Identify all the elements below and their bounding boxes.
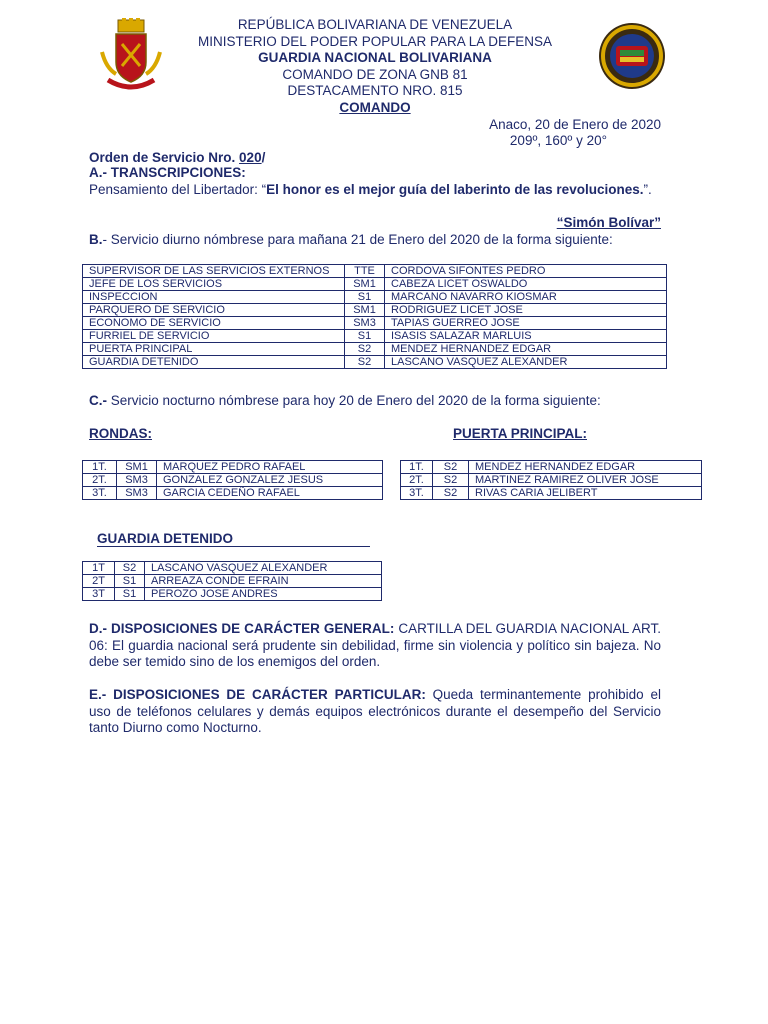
guardia-table-cell: 2T bbox=[83, 575, 115, 588]
guardia-table-row bbox=[83, 575, 382, 588]
rondas-table bbox=[82, 460, 383, 500]
puerta-table-cell: RIVAS CARIA JELIBERT bbox=[469, 487, 702, 500]
section-d-body: CARTILLA DEL GUARDIA NACIONAL ART. 06: El guardia nacional será prudente sin debilidad, firme sin violencia y político sin bajeza. No debe ser temido sino de los enemigos del orden. bbox=[89, 621, 661, 669]
guardia-table-cell: 1T bbox=[83, 562, 115, 575]
section-c-text bbox=[89, 393, 601, 410]
rondas-table-row bbox=[83, 474, 383, 487]
rondas-table-cell: 2T. bbox=[83, 474, 117, 487]
puerta-table-row bbox=[401, 474, 702, 487]
day-table-cell: SM1 bbox=[345, 304, 385, 317]
guardia-table bbox=[82, 561, 382, 601]
day-table-row bbox=[83, 278, 667, 291]
day-table-row bbox=[83, 343, 667, 356]
rondas-table-row bbox=[83, 487, 383, 500]
guardia-table-cell: ARREAZA CONDE EFRAIN bbox=[145, 575, 382, 588]
puerta-table-cell: S2 bbox=[433, 461, 469, 474]
rondas-table-cell: 1T. bbox=[83, 461, 117, 474]
header-gnb: GUARDIA NACIONAL BOLIVARIANA bbox=[258, 50, 492, 65]
header-ministry: MINISTERIO DEL PODER POPULAR PARA LA DEFENSA bbox=[197, 33, 553, 49]
section-d-title: D.- DISPOSICIONES DE CARÁCTER GENERAL: bbox=[89, 621, 395, 636]
order-suffix: / bbox=[261, 150, 266, 165]
rondas-table-cell: SM3 bbox=[117, 474, 157, 487]
puerta-table-cell: MENDEZ HERNANDEZ EDGAR bbox=[469, 461, 702, 474]
day-table-cell: SM1 bbox=[345, 278, 385, 291]
guardia-table-cell: S1 bbox=[115, 575, 145, 588]
header-zone-command: COMANDO DE ZONA GNB 81 bbox=[282, 66, 468, 82]
day-table-cell: CABEZA LICET OSWALDO bbox=[385, 278, 667, 291]
guardia-table-cell: LASCANO VASQUEZ ALEXANDER bbox=[145, 562, 382, 575]
section-b-text bbox=[89, 232, 613, 249]
section-c-letter: C.- bbox=[89, 393, 107, 408]
puerta-table-cell: 1T. bbox=[401, 461, 433, 474]
detachment-badge-logo bbox=[598, 22, 666, 90]
guardia-table-cell: S1 bbox=[115, 588, 145, 601]
header-command: COMANDO bbox=[339, 99, 411, 115]
day-table-cell: PUERTA PRINCIPAL bbox=[83, 343, 345, 356]
rondas-table-cell: SM1 bbox=[117, 461, 157, 474]
puerta-table-cell: 3T. bbox=[401, 487, 433, 500]
puerta-table bbox=[400, 460, 702, 500]
section-b-body: - Servicio diurno nómbrese para mañana 21 de Enero del 2020 de la forma siguiente: bbox=[102, 232, 613, 247]
day-table-cell: ECONOMO DE SERVICIO bbox=[83, 317, 345, 330]
libertador-thought bbox=[89, 182, 661, 199]
day-service-table bbox=[82, 264, 667, 369]
section-e bbox=[89, 687, 661, 737]
rondas-table-cell: SM3 bbox=[117, 487, 157, 500]
rondas-table-cell: GARCIA CEDEÑO RAFAEL bbox=[157, 487, 383, 500]
day-table-cell: ISASIS SALAZAR MARLUIS bbox=[385, 330, 667, 343]
section-a-title: A.- TRANSCRIPCIONES: bbox=[89, 165, 246, 180]
thought-quote: El honor es el mejor guía del laberinto de las revoluciones. bbox=[266, 182, 644, 197]
puerta-table-cell: 2T. bbox=[401, 474, 433, 487]
order-number: 020 bbox=[239, 150, 262, 165]
day-table-cell: S2 bbox=[345, 356, 385, 369]
rondas-table-row bbox=[83, 461, 383, 474]
day-table-cell: TAPIAS GUERREO JOSE bbox=[385, 317, 667, 330]
section-e-title: E.- DISPOSICIONES DE CARÁCTER PARTICULAR: bbox=[89, 687, 426, 702]
puerta-table-cell: S2 bbox=[433, 474, 469, 487]
day-table-row bbox=[83, 317, 667, 330]
guardia-table-cell: PEROZO JOSE ANDRES bbox=[145, 588, 382, 601]
day-table-row bbox=[83, 356, 667, 369]
guardia-title: GUARDIA DETENIDO bbox=[97, 531, 370, 547]
day-table-cell: S2 bbox=[345, 343, 385, 356]
quote-author: “Simón Bolívar” bbox=[556, 215, 661, 230]
day-table-cell: GUARDIA DETENIDO bbox=[83, 356, 345, 369]
rondas-table-cell: 3T. bbox=[83, 487, 117, 500]
rondas-table-cell: GONZALEZ GONZALEZ JESUS bbox=[157, 474, 383, 487]
guardia-table-cell: S2 bbox=[115, 562, 145, 575]
puerta-table-row bbox=[401, 461, 702, 474]
day-table-row bbox=[83, 291, 667, 304]
rondas-table-cell: MARQUEZ PEDRO RAFAEL bbox=[157, 461, 383, 474]
day-table-cell: CORDOVA SIFONTES PEDRO bbox=[385, 265, 667, 278]
day-table-cell: S1 bbox=[345, 330, 385, 343]
day-table-row bbox=[83, 265, 667, 278]
place-date: Anaco, 20 de Enero de 2020 bbox=[489, 117, 661, 132]
thought-intro: Pensamiento del Libertador: “ bbox=[89, 182, 267, 197]
guardia-table-row bbox=[83, 588, 382, 601]
section-c-body: Servicio nocturno nómbrese para hoy 20 de Enero del 2020 de la forma siguiente: bbox=[107, 393, 601, 408]
day-table-cell: LASCANO VASQUEZ ALEXANDER bbox=[385, 356, 667, 369]
years-line: 209º, 160º y 20° bbox=[509, 133, 607, 148]
day-table-cell: SUPERVISOR DE LAS SERVICIOS EXTERNOS bbox=[83, 265, 345, 278]
day-table-cell: MENDEZ HERNANDEZ EDGAR bbox=[385, 343, 667, 356]
letterhead bbox=[150, 17, 600, 116]
day-table-cell: TTE bbox=[345, 265, 385, 278]
puerta-table-row bbox=[401, 487, 702, 500]
day-table-row bbox=[83, 330, 667, 343]
day-table-cell: PARQUERO DE SERVICIO bbox=[83, 304, 345, 317]
day-table-cell: JEFE DE LOS SERVICIOS bbox=[83, 278, 345, 291]
header-republic: REPÚBLICA BOLIVARIANA DE VENEZUELA bbox=[237, 17, 513, 32]
puerta-table-cell: S2 bbox=[433, 487, 469, 500]
section-e-body: Queda terminantemente prohibido el uso de teléfonos celulares y demás equipos electrónicos durante el desempeño del Servicio tanto Diurno como Nocturno. bbox=[89, 687, 661, 735]
day-table-cell: FURRIEL DE SERVICIO bbox=[83, 330, 345, 343]
day-table-cell: SM3 bbox=[345, 317, 385, 330]
thought-close: ”. bbox=[643, 182, 652, 197]
rondas-title: RONDAS: bbox=[89, 426, 152, 441]
guardia-table-row bbox=[83, 562, 382, 575]
section-b-letter: B. bbox=[89, 232, 103, 247]
puerta-title: PUERTA PRINCIPAL: bbox=[453, 426, 587, 441]
puerta-table-cell: MARTINEZ RAMIREZ OLIVER JOSE bbox=[469, 474, 702, 487]
day-table-cell: S1 bbox=[345, 291, 385, 304]
day-table-cell: INSPECCION bbox=[83, 291, 345, 304]
header-detachment: DESTACAMENTO NRO. 815 bbox=[287, 83, 463, 98]
day-table-cell: MARCANO NAVARRO KIOSMAR bbox=[385, 291, 667, 304]
day-table-row bbox=[83, 304, 667, 317]
guardia-table-cell: 3T bbox=[83, 588, 115, 601]
section-d bbox=[89, 621, 661, 671]
day-table-cell: RODRIGUEZ LICET JOSE bbox=[385, 304, 667, 317]
order-label: Orden de Servicio Nro. bbox=[89, 150, 240, 165]
